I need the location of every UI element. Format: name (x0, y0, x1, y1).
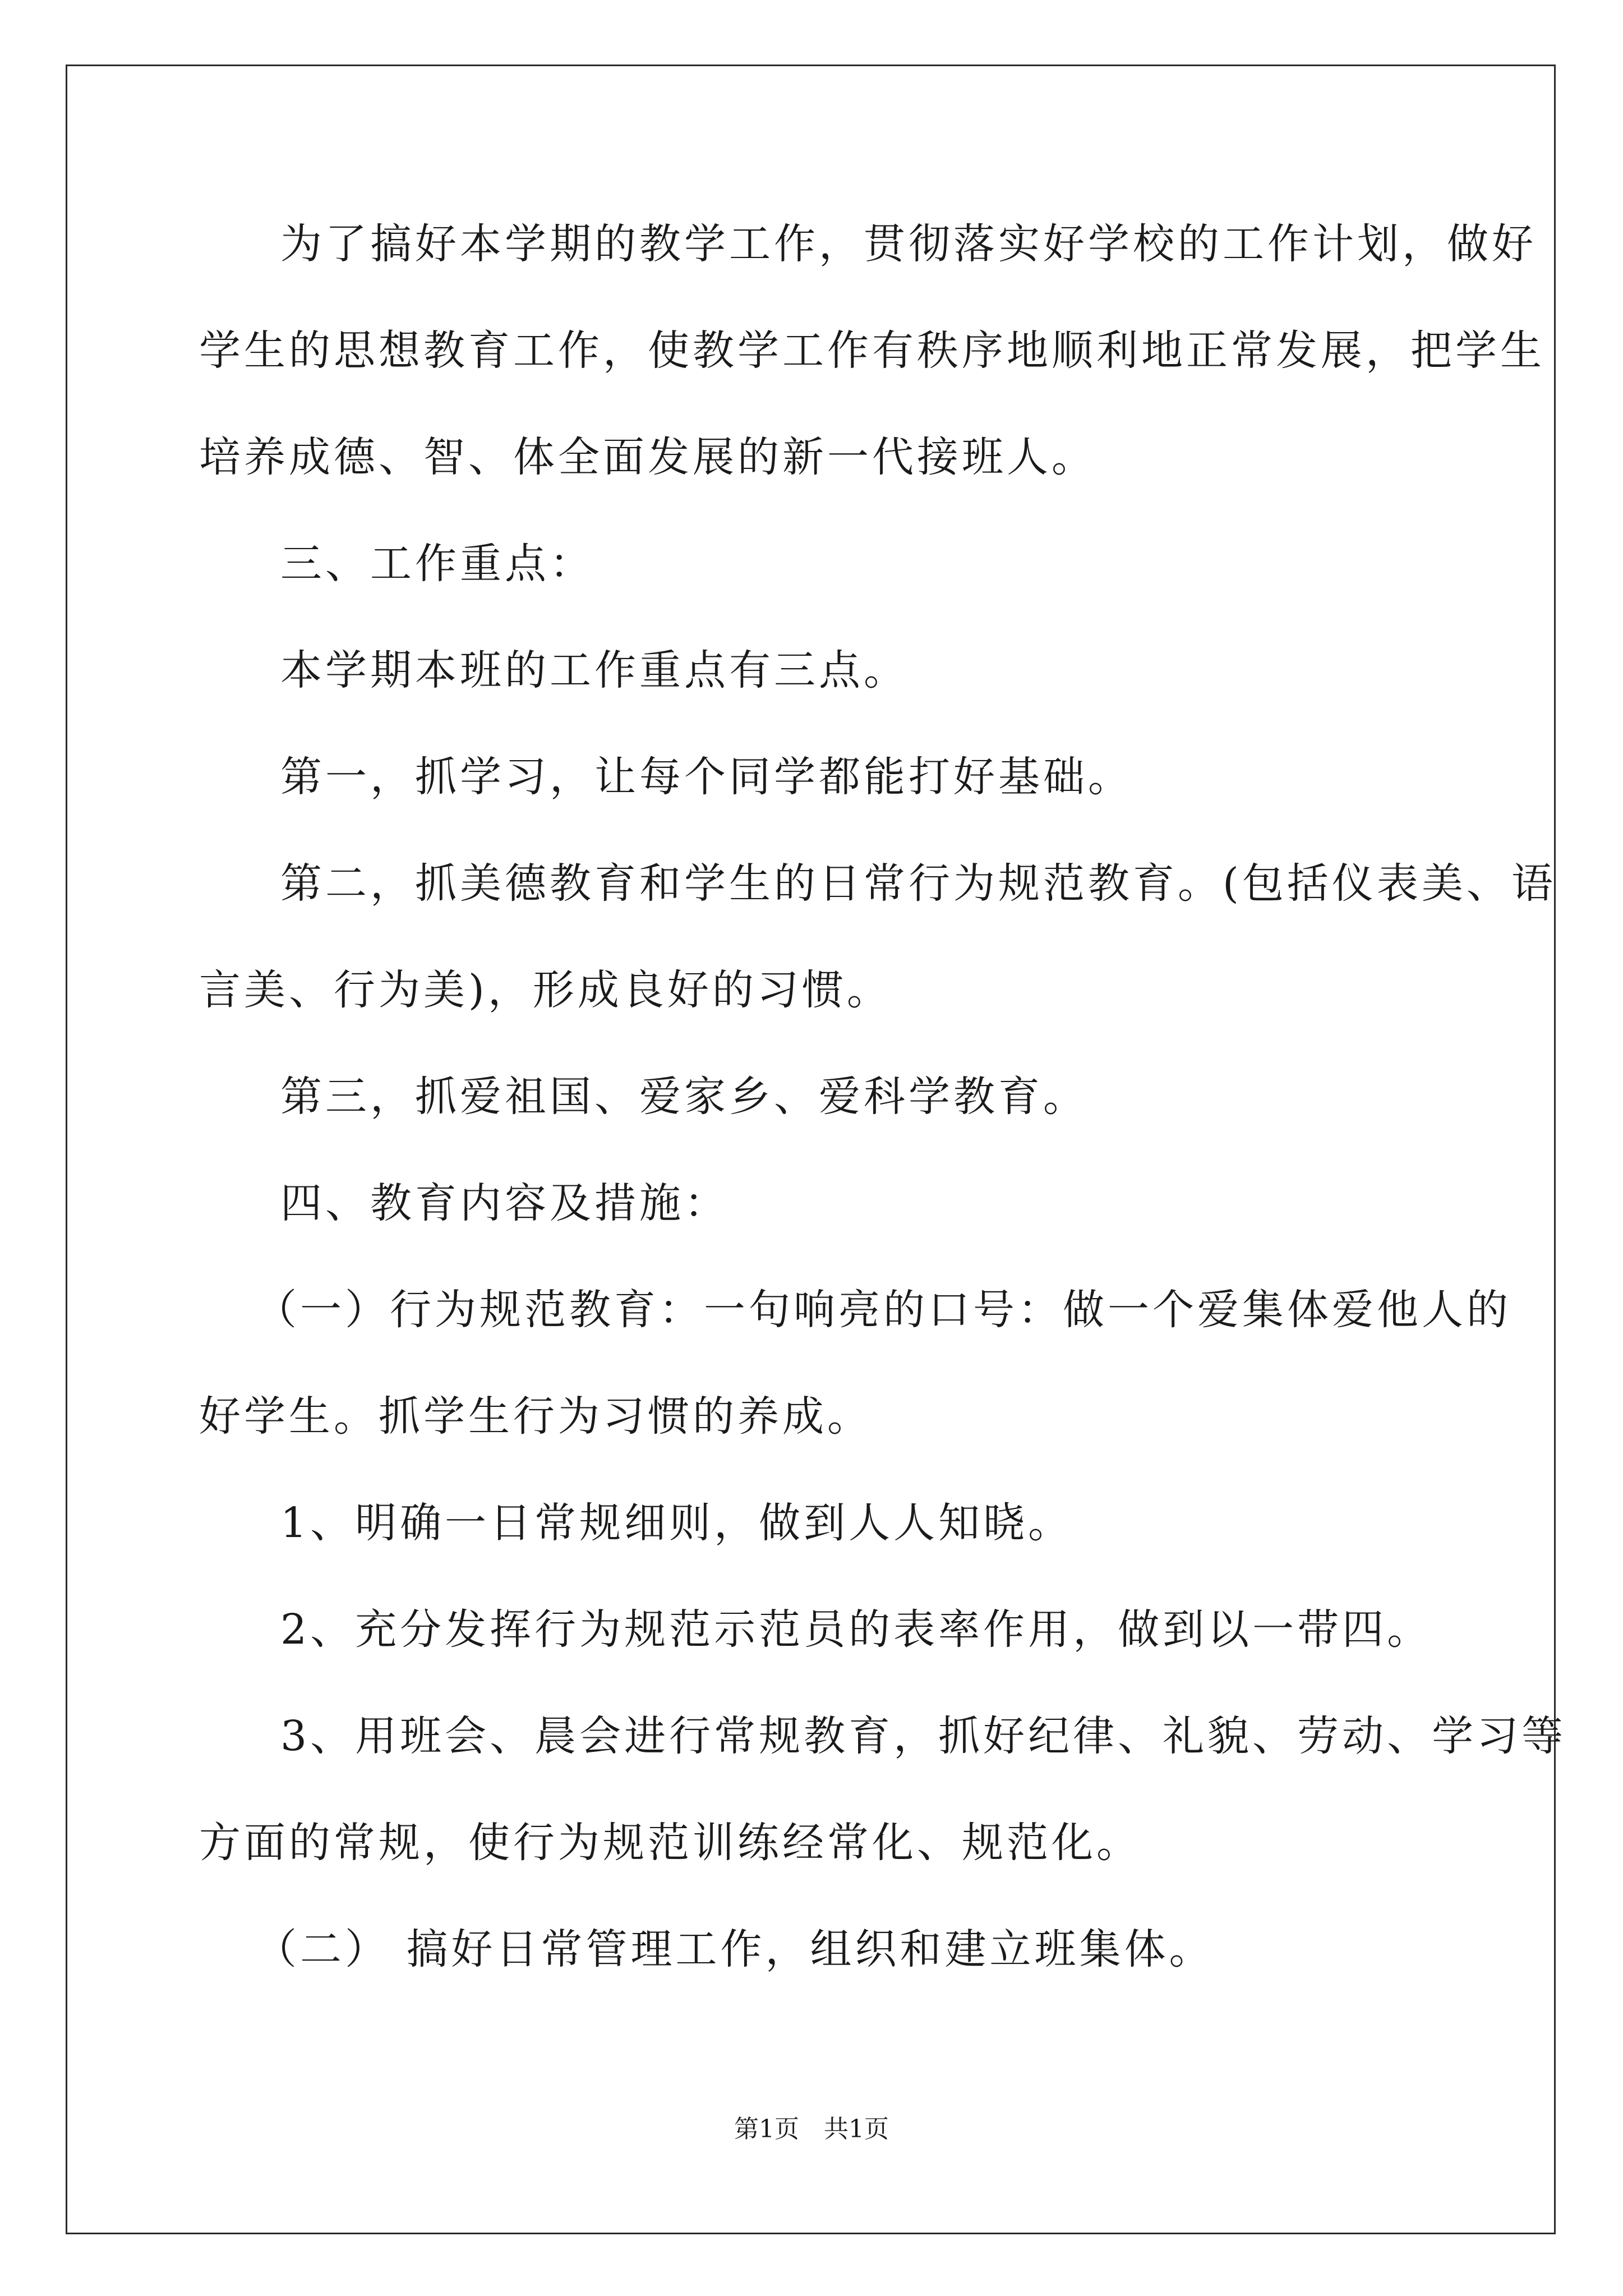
paragraph-line: 第三，抓爱祖国、爱家乡、爱科学教育。 (280, 1073, 1088, 1121)
list-item: 2、充分发挥行为规范示范员的表率作用，做到以一带四。 (280, 1605, 1432, 1654)
paragraph-line: 第一，抓学习，让每个同学都能打好基础。 (280, 753, 1133, 801)
paragraph-line: （二） 搞好日常管理工作，组织和建立班集体。 (255, 1925, 1214, 1973)
paragraph-line: 方面的常规，使行为规范训练经常化、规范化。 (199, 1819, 1141, 1867)
paragraph-line: 培养成德、智、体全面发展的新一代接班人。 (199, 433, 1096, 481)
paragraph-line: 好学生。抓学生行为习惯的养成。 (199, 1392, 872, 1441)
list-item: 3、用班会、晨会进行常规教育，抓好纪律、礼貌、劳动、学习等 (280, 1712, 1567, 1760)
paragraph-line: 为了搞好本学期的教学工作，贯彻落实好学校的工作计划，做好 (280, 220, 1537, 268)
paragraph-line: 第二，抓美德教育和学生的日常行为规范教育。(包括仪表美、语 (280, 859, 1556, 908)
list-item: 1、明确一日常规细则，做到人人知晓。 (280, 1499, 1073, 1547)
section-heading: 三、工作重点： (280, 540, 594, 588)
paragraph-line: 学生的思想教育工作，使教学工作有秩序地顺利地正常发展，把学生 (199, 326, 1545, 375)
paragraph-line: 本学期本班的工作重点有三点。 (280, 646, 909, 694)
paragraph-line: （一）行为规范教育：一句响亮的口号：做一个爱集体爱他人的 (255, 1286, 1511, 1334)
section-heading: 四、教育内容及措施： (280, 1179, 729, 1227)
page-number: 第1页 共1页 (734, 2115, 889, 2143)
paragraph-line: 言美、行为美)，形成良好的习惯。 (199, 966, 892, 1014)
page-border (66, 65, 1556, 2234)
